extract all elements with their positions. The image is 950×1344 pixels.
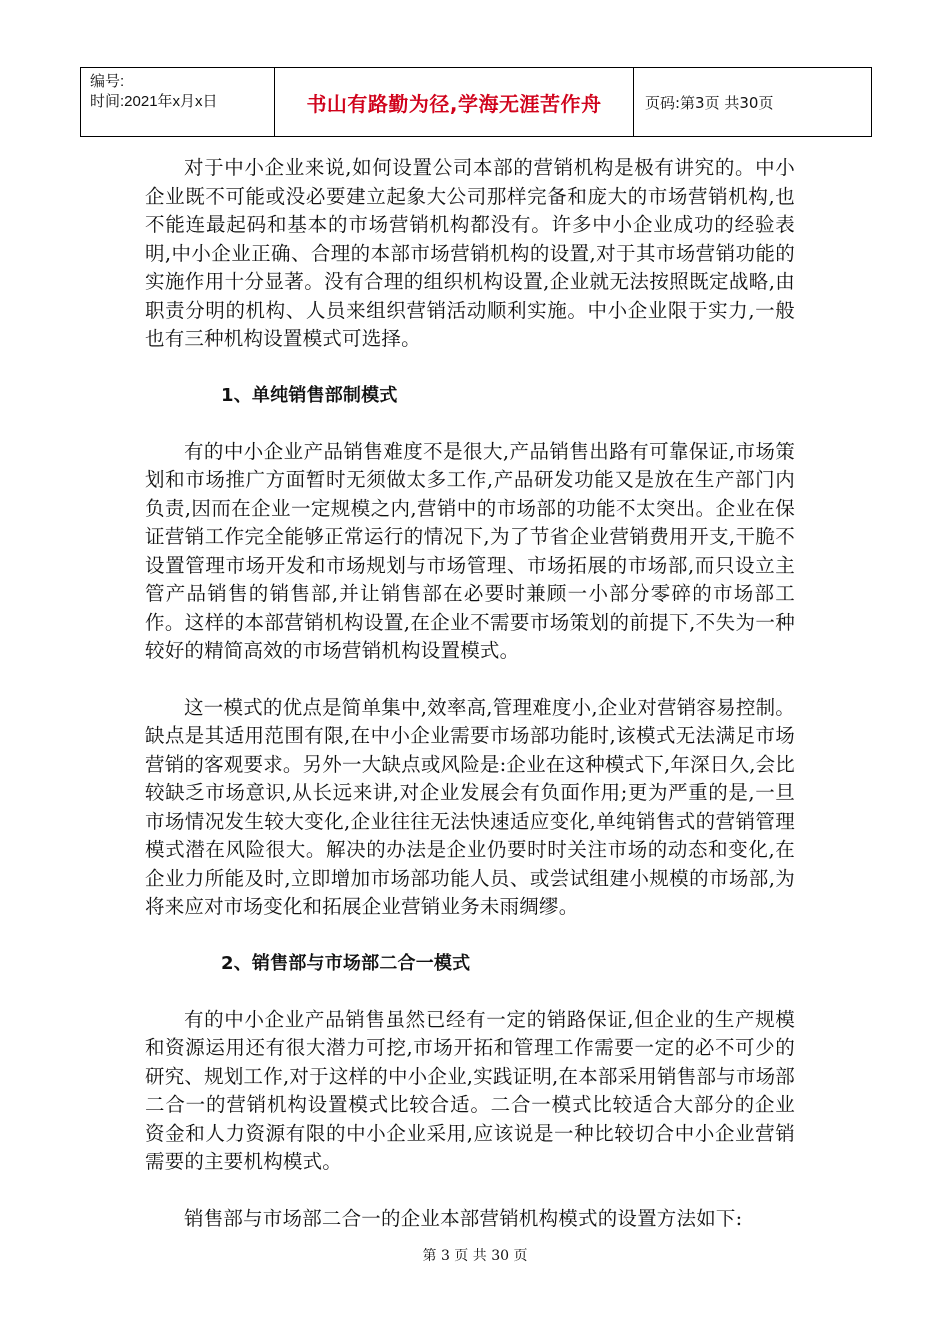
header-right-cell bbox=[634, 68, 871, 136]
time-label: 时间:2021年x月x日 bbox=[90, 93, 218, 110]
section-heading-2: 2、销售部与市场部二合一模式 bbox=[221, 952, 471, 974]
number-label: 编号: bbox=[90, 73, 125, 90]
header-left-cell bbox=[81, 68, 275, 136]
document-body bbox=[145, 154, 795, 1233]
paragraph-setup-method: 销售部与市场部二合一的企业本部营销机构模式的设置方法如下: bbox=[184, 1206, 743, 1230]
section-heading-1: 1、单纯销售部制模式 bbox=[221, 384, 398, 406]
paragraph-two-in-one: 有的中小企业产品销售虽然已经有一定的销路保证,但企业的生产规模和资源运用还有很大潜力可挖,市场开拓和管理工作需要一定的必不可少的研究、规划工作,对于这样的中小企业,实践证明,在本部采用销售部与市场部二合一的营销机构设置模式比较合适。二合一模式比较适合大部分的企业资金和人力资源有限的中小企业采用,应该说是一种比较切合中小企业营销需要的主要机构模式。 bbox=[145, 1007, 795, 1173]
paragraph-intro: 对于中小企业来说,如何设置公司本部的营销机构是极有讲究的。中小企业既不可能或没必要建立起象大公司那样完备和庞大的市场营销机构,也不能连最起码和基本的市场营销机构都没有。许多中小企业成功的经验表明,中小企业正确、合理的本部市场营销机构的设置,对于其市场营销功能的实施作用十分显著。没有合理的组织机构设置,企业就无法按照既定战略,由职责分明的机构、人员来组织营销活动顺利实施。中小企业限于实力,一般也有三种机构设置模式可选择。 bbox=[145, 156, 795, 350]
page-footer bbox=[0, 1245, 950, 1265]
paragraph-pros-cons: 这一模式的优点是简单集中,效率高,管理难度小,企业对营销容易控制。缺点是其适用范围有限,在中小企业需要市场部功能时,该模式无法满足市场营销的客观要求。另外一大缺点或风险是:企业在这种模式下,年深日久,会比较缺乏市场意识,从长远来讲,对企业发展会有负面作用;更为严重的是,一旦市场情况发生较大变化,企业往往无法快速适应变化,单纯销售式的营销管理模式潜在风险很大。解决的办法是企业仍要时时关注市场的动态和变化,在企业力所能及时,立即增加市场部功能人员、或尝试组建小规模的市场部,为将来应对市场变化和拓展企业营销业务未雨绸缪。 bbox=[145, 695, 795, 918]
footer-page-number: 第 3 页 共 30 页 bbox=[422, 1248, 528, 1264]
paragraph-sales-only: 有的中小企业产品销售难度不是很大,产品销售出路有可靠保证,市场策划和市场推广方面暂时无须做太多工作,产品研发功能又是放在生产部门内负责,因而在企业一定规模之内,营销中的市场部的功能不太突出。企业在保证营销工作完全能够正常运行的情况下,为了节省企业营销费用开支,干脆不设置管理市场开发和市场规划与市场管理、市场拓展的市场部,而只设立主管产品销售的销售部,并让销售部在必要时兼顾一小部分零碎的市场部工作。这样的本部营销机构设置,在企业不需要市场策划的前提下,不失为一种较好的精简高效的市场营销机构设置模式。 bbox=[145, 439, 795, 662]
motto-text: 书山有路勤为径,学海无涯苦作舟 bbox=[306, 91, 602, 116]
header-table bbox=[80, 67, 872, 137]
header-middle-cell bbox=[275, 68, 634, 136]
page-info: 页码:第3页 共30页 bbox=[645, 93, 774, 112]
